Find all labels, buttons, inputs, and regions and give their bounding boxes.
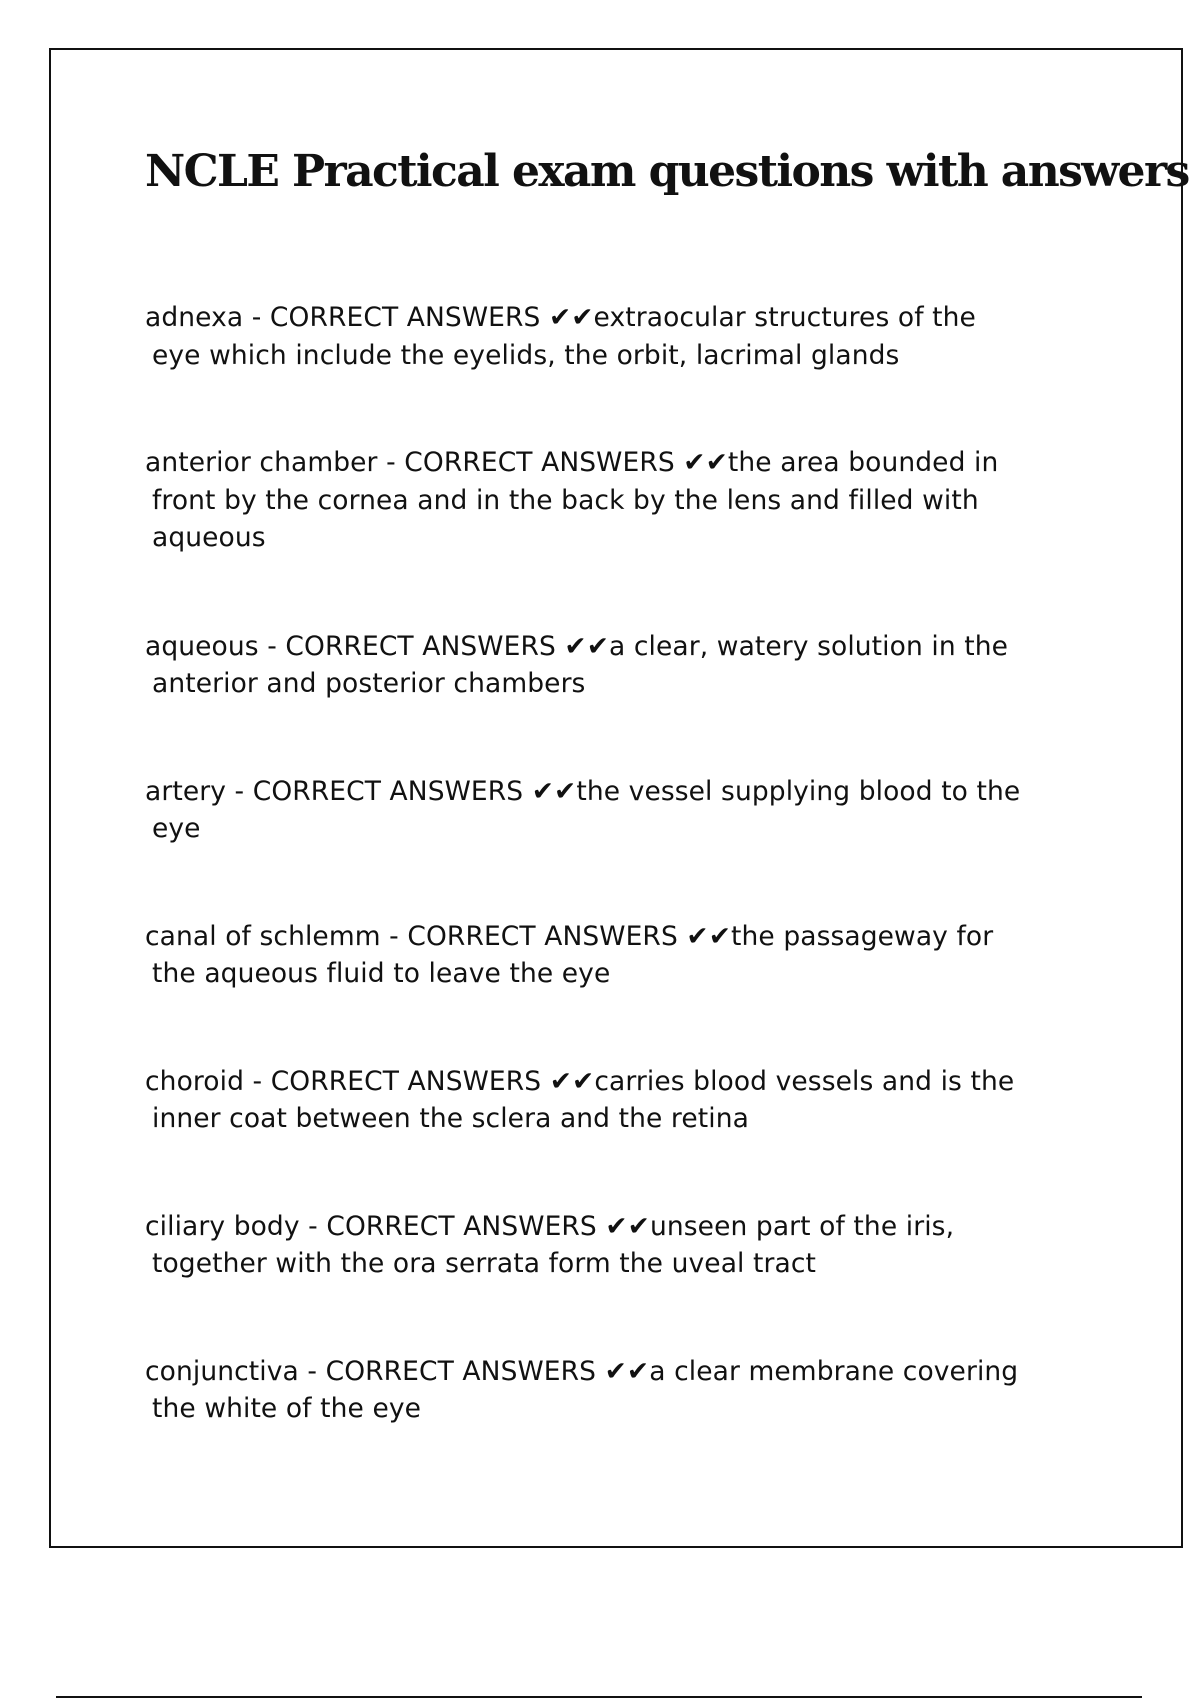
qa-entry-canal-of-schlemm — [145, 918, 1085, 1063]
qa-entry-text-line: the white of the eye — [152, 1393, 422, 1424]
qa-entry-text-line: eye which include the eyelids, the orbit, lacrimal glands — [152, 339, 900, 371]
qa-entry-choroid — [145, 1063, 1085, 1208]
qa-entry-text-line: artery - CORRECT ANSWERS ✔✔the vessel supplying blood to the — [145, 775, 1021, 807]
qa-entry-text-line: conjunctiva - CORRECT ANSWERS ✔✔a clear membrane covering — [145, 1355, 1019, 1387]
qa-entry-conjunctiva — [145, 1353, 1085, 1498]
qa-entry-aqueous — [145, 628, 1085, 773]
document-title: NCLE Practical exam questions with answers — [145, 146, 1189, 197]
qa-entry-text-line: aqueous - CORRECT ANSWERS ✔✔a clear, watery solution in the — [145, 630, 1009, 662]
qa-entry-text-line: anterior chamber - CORRECT ANSWERS ✔✔the area bounded in — [145, 447, 999, 478]
qa-entry-text-line: canal of schlemm - CORRECT ANSWERS ✔✔the passageway for — [145, 920, 994, 952]
qa-entry-anterior-chamber — [145, 444, 1085, 628]
footer-rule — [56, 1696, 1142, 1698]
qa-entry-text-line: ciliary body - CORRECT ANSWERS ✔✔unseen part of the iris, — [145, 1210, 955, 1242]
qa-entry-artery — [145, 773, 1085, 918]
qa-entry-text-line: together with the ora serrata form the uveal tract — [152, 1248, 817, 1279]
qa-entry-ciliary-body — [145, 1208, 1085, 1353]
qa-entry-text-line: anterior and posterior chambers — [152, 668, 586, 699]
qa-entry-text-line: aqueous — [152, 522, 266, 553]
qa-entry-text-line: inner coat between the sclera and the retina — [152, 1103, 749, 1134]
qa-entry-text-line: choroid - CORRECT ANSWERS ✔✔carries blood vessels and is the — [145, 1065, 1015, 1097]
qa-entry-text-line: eye — [152, 813, 201, 844]
qa-entry-text-line: adnexa - CORRECT ANSWERS ✔✔extraocular structures of the — [145, 302, 976, 333]
qa-entry-text-line: front by the cornea and in the back by the lens and filled with — [152, 484, 979, 516]
qa-entry-adnexa — [145, 299, 1085, 444]
qa-entry-text-line: the aqueous fluid to leave the eye — [152, 958, 611, 989]
qa-list — [145, 299, 1085, 1498]
